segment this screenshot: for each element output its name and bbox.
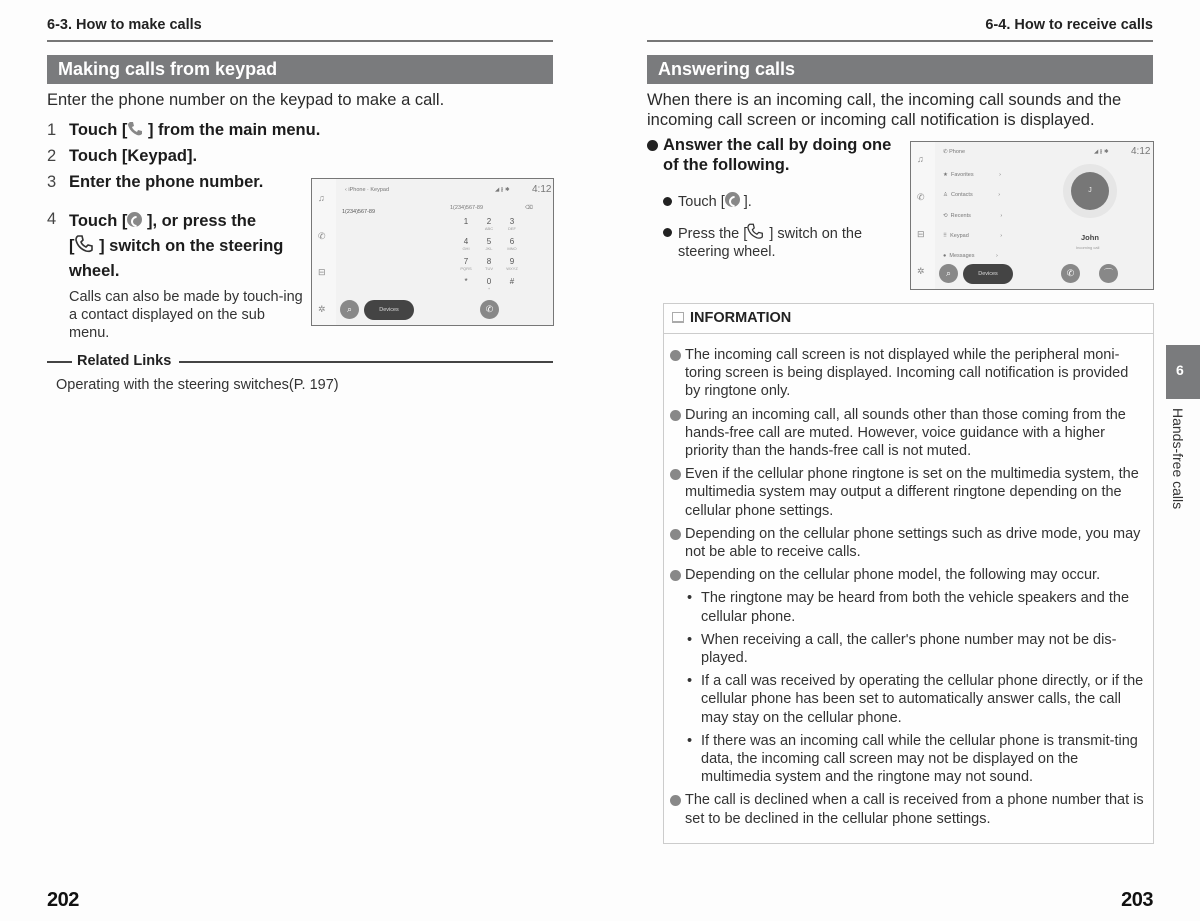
call-button-icon: ✆ xyxy=(480,300,499,319)
info-item: Even if the cellular phone ringtone is set on the multimedia system, the multimedia system may output a different ringtone depending on the cellular phone settings. xyxy=(670,465,1147,520)
key-2 xyxy=(481,217,497,231)
screen-title: ‹ iPhone · Keypad xyxy=(345,187,390,193)
step-note: Calls can also be made by touch-ing a contact displayed on the sub menu. xyxy=(69,289,303,341)
step-3 xyxy=(47,172,307,192)
phone-handset-icon xyxy=(127,121,143,137)
call-button-icon xyxy=(725,192,740,207)
menu-label: Recents xyxy=(950,213,971,219)
divider xyxy=(47,361,72,363)
info-item: Depending on the cellular phone settings such as drive mode, you may not be able to receive calls. xyxy=(670,525,1147,561)
information-box xyxy=(663,303,1154,844)
menu-label: Keypad xyxy=(950,233,969,239)
information-list xyxy=(664,334,1153,828)
steering-phone-switch-icon xyxy=(75,235,95,253)
info-sub-item: • If a call was received by operating the cellular phone directly, or if the cellular phone has been set to automatically answer calls, the call may stay on the cellular phone. xyxy=(686,672,1147,727)
key-digit: 2 xyxy=(486,217,492,226)
menu-item-keypad: ⠿ Keypad › xyxy=(943,233,1003,239)
key-letters: DEF xyxy=(508,226,516,231)
key-9 xyxy=(504,257,520,271)
step-text xyxy=(69,120,320,140)
key-letters: ABC xyxy=(484,226,494,231)
key-5 xyxy=(481,237,497,251)
caller-avatar: J xyxy=(1071,172,1109,210)
screen-clock: 4:12 xyxy=(532,184,552,195)
key-letters: GHI xyxy=(462,246,470,251)
key-6 xyxy=(504,237,520,251)
step-text-part: wheel. xyxy=(69,262,120,280)
screen-title-text: Phone xyxy=(949,149,966,155)
intro-line: When there is an incoming call, the incoming call sounds and the xyxy=(647,91,1122,109)
info-item: During an incoming call, all sounds other than those coming from the hands-free call are muted. However, voice guidance with a higher priority than the hands-free call is not muted. xyxy=(670,406,1147,461)
info-sub-item: • If there was an incoming call while the cellular phone is transmit-ting data, the incoming call screen may not be displayed on the multimedia system and the ringtone may not sound. xyxy=(686,732,1147,787)
caller-avatar-halo xyxy=(1063,164,1117,218)
caller-status: Incoming call xyxy=(1076,245,1100,250)
key-digit: 3 xyxy=(509,217,515,226)
status-icons: ◢ ∦ ✱ xyxy=(1094,149,1109,155)
key-letters: MNO xyxy=(507,246,517,251)
step-text: Enter the phone number. xyxy=(69,173,264,191)
screen-side-rail xyxy=(312,179,336,325)
info-sub-item: • When receiving a call, the caller's phone number may not be dis-played. xyxy=(686,631,1147,667)
answer-options xyxy=(663,192,903,273)
step-number: 3 xyxy=(47,173,57,191)
step-number: 1 xyxy=(47,121,57,139)
step-text xyxy=(69,209,307,284)
info-item: Depending on the cellular phone model, the following may occur. xyxy=(670,566,1147,584)
devices-button: Devices xyxy=(364,300,414,320)
running-head: 6-4. How to receive calls xyxy=(985,17,1153,33)
step-text: Touch [Keypad]. xyxy=(69,147,198,165)
key-letters: PQRS xyxy=(460,266,472,271)
information-header xyxy=(664,304,1153,334)
key-letters: TUV xyxy=(485,266,493,271)
page-number: 203 xyxy=(1121,889,1153,911)
running-head: 6-3. How to make calls xyxy=(47,17,202,33)
info-sub-list xyxy=(670,589,1147,786)
step-4 xyxy=(47,209,307,284)
head-rule xyxy=(47,40,553,42)
info-item: The call is declined when a call is received from a phone number that is set to be declined in the cellular phone settings. xyxy=(670,791,1147,827)
status-icons: ◢ ∦ ✱ xyxy=(495,187,510,193)
answer-call-icon: ✆ xyxy=(1061,264,1080,283)
answer-option-touch xyxy=(663,192,903,211)
step-text-part: ] from the main menu. xyxy=(143,121,321,139)
step-text-part: Touch [ xyxy=(69,121,128,139)
intro-text xyxy=(647,90,1153,130)
step-text-part: Touch [ xyxy=(69,212,128,230)
search-icon: ⌕ xyxy=(340,300,359,319)
option-text: ] switch on the steering wheel. xyxy=(678,226,863,260)
key-digit: 7 xyxy=(463,257,469,266)
caller-name: John xyxy=(1081,233,1099,242)
key-1 xyxy=(458,217,474,226)
related-link[interactable]: Operating with the steering switches(P. 197) xyxy=(56,377,339,393)
step-text-part: [ xyxy=(69,237,75,255)
section-title: Making calls from keypad xyxy=(47,55,553,84)
step-list xyxy=(47,120,321,342)
left-page xyxy=(47,0,553,921)
incoming-call-screen-image xyxy=(910,141,1154,290)
decline-call-icon: ⌒ xyxy=(1099,264,1118,283)
option-text: ]. xyxy=(739,194,752,210)
related-links-header xyxy=(47,352,553,372)
option-text: Press the [ xyxy=(678,226,748,242)
step-number: 2 xyxy=(47,147,57,165)
divider xyxy=(179,361,553,363)
key-8 xyxy=(481,257,497,271)
key-digit: 1 xyxy=(463,217,469,226)
main-bullet: Answer the call by doing one of the following. xyxy=(647,135,907,175)
menu-label: Messages xyxy=(949,253,975,259)
menu-label: Favorites xyxy=(951,172,974,178)
info-item: The incoming call screen is not displayed while the peripheral moni-toring screen is being displayed. Incoming call notification is provided by ringtone only. xyxy=(670,346,1147,401)
menu-item-favorites: ★ Favorites › xyxy=(943,172,1001,178)
key-digit: * xyxy=(464,277,468,286)
intro-text: Enter the phone number on the keypad to make a call. xyxy=(47,91,445,109)
entered-number: 1(234)567-89 xyxy=(342,209,376,215)
intro-line: incoming call screen or incoming call notification is displayed. xyxy=(647,111,1095,129)
key-digit: 5 xyxy=(486,237,492,246)
chapter-tab[interactable]: 6 xyxy=(1166,345,1200,399)
key-digit: 6 xyxy=(509,237,515,246)
phone-icon: ✆ xyxy=(917,192,925,202)
screen-title-text: iPhone · Keypad xyxy=(348,187,390,193)
key-star xyxy=(458,277,474,286)
step-2 xyxy=(47,146,307,166)
car-icon: ⊟ xyxy=(917,229,925,239)
menu-item-recents: ⟲ Recents › xyxy=(943,213,1003,219)
step-text-part: ] switch on the steering xyxy=(94,237,284,255)
step-number: 4 xyxy=(47,210,57,228)
menu-item-contacts: ♙ Contacts › xyxy=(943,192,1001,198)
settings-icon: ✲ xyxy=(318,304,326,314)
key-0 xyxy=(481,277,497,291)
search-icon: ⌕ xyxy=(939,264,958,283)
key-digit: # xyxy=(509,277,515,286)
key-digit: 8 xyxy=(486,257,492,266)
chapter-label: Hands-free calls xyxy=(1170,408,1186,510)
steering-phone-switch-icon xyxy=(747,223,765,240)
key-letters: JKL xyxy=(485,246,493,251)
information-title: INFORMATION xyxy=(690,310,792,326)
menu-label: Contacts xyxy=(951,192,973,198)
key-hash xyxy=(504,277,520,286)
key-letters: + xyxy=(487,286,491,291)
option-text: Touch [ xyxy=(678,194,725,210)
section-title: Answering calls xyxy=(647,55,1153,84)
key-letters: WXYZ xyxy=(506,266,518,271)
book-icon xyxy=(672,312,684,323)
info-sub-item: • The ringtone may be heard from both the vehicle speakers and the cellular phone. xyxy=(686,589,1147,625)
key-digit: 9 xyxy=(509,257,515,266)
head-rule xyxy=(647,40,1153,42)
keypad-screen-image xyxy=(311,178,554,326)
call-button-icon xyxy=(127,212,142,227)
answer-option-steering xyxy=(663,223,903,261)
key-digit: 0 xyxy=(486,277,492,286)
right-page xyxy=(647,0,1153,921)
related-links-label: Related Links xyxy=(77,353,172,369)
page-number: 202 xyxy=(47,889,79,911)
menu-item-messages: ● Messages › xyxy=(943,253,998,259)
step-1 xyxy=(47,120,321,140)
music-icon: ♫ xyxy=(318,193,325,203)
screen-side-rail xyxy=(911,142,935,289)
music-icon: ♫ xyxy=(917,154,924,164)
phone-icon: ✆ xyxy=(318,231,326,241)
car-icon: ⊟ xyxy=(318,267,326,277)
screen-clock: 4:12 xyxy=(1131,146,1151,157)
display-number: 1(234)567-89 xyxy=(450,205,484,211)
key-digit: 4 xyxy=(463,237,469,246)
settings-icon: ✲ xyxy=(917,266,925,276)
key-3 xyxy=(504,217,520,231)
screen-title: ✆ Phone xyxy=(943,149,966,155)
devices-button: Devices xyxy=(963,264,1013,284)
key-7 xyxy=(458,257,474,271)
step-text-part: ], or press the xyxy=(142,212,257,230)
key-4 xyxy=(458,237,474,251)
backspace-icon: ⌫ xyxy=(525,205,533,211)
